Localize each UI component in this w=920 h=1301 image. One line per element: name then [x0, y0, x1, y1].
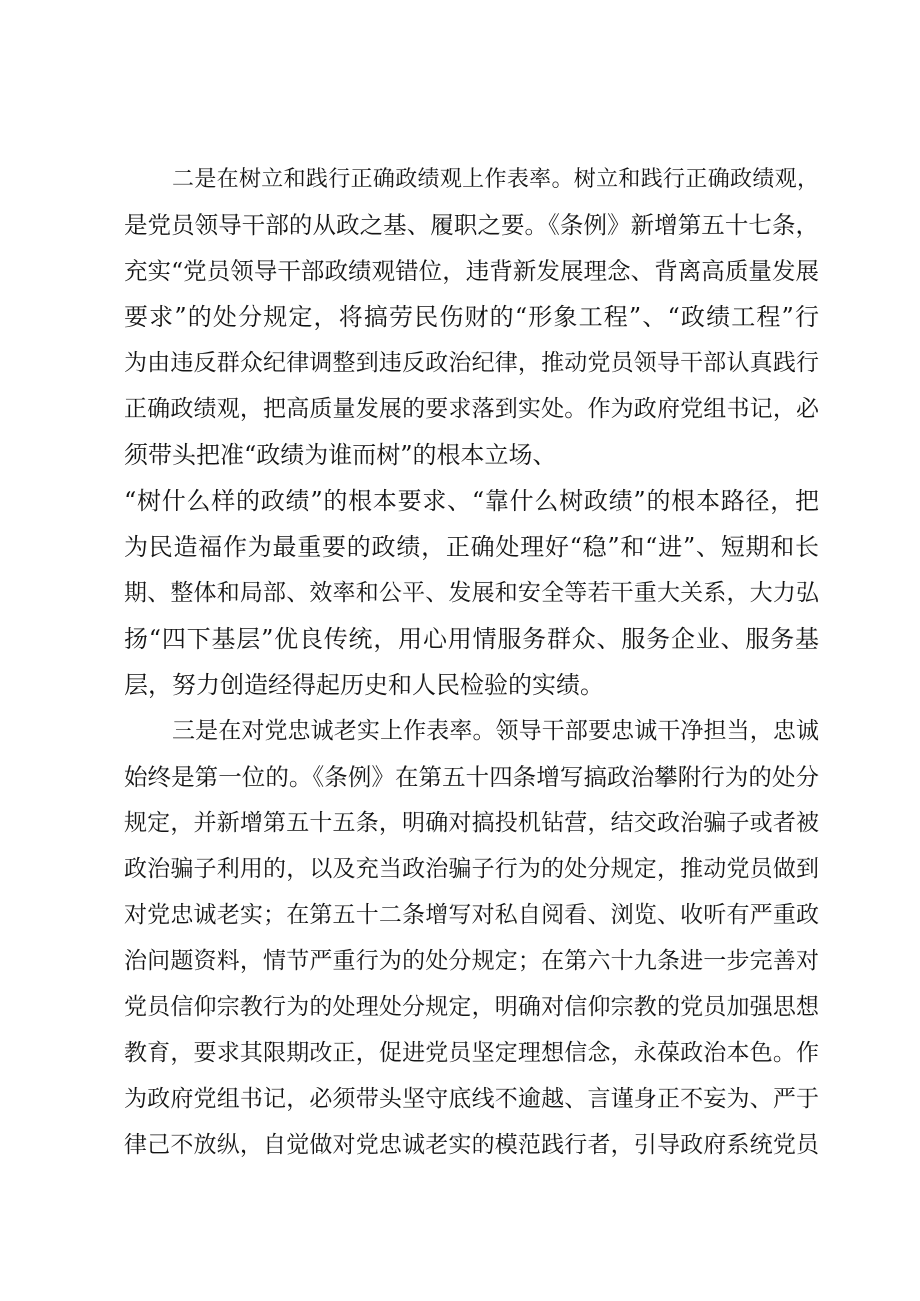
paragraph-1-line-2: 是党员领导干部的从政之基、履职之要。《条例》新增第五十七条， — [124, 211, 819, 239]
paragraph-1-line-6: 正确政绩观，把高质量发展的要求落到实处。作为政府党组书记，必 — [124, 396, 819, 422]
paragraph-2-line-7: 党员信仰宗教行为的处理处分规定，明确对信仰宗教的党员加强思想 — [124, 994, 819, 1020]
paragraph-1-line-7: 须带头把准“政绩为谁而树”的根本立场、 — [124, 441, 557, 469]
paragraph-2-line-10: 律己不放纵，自觉做对党忠诚老实的模范践行者，引导政府系统党员 — [124, 1132, 819, 1158]
paragraph-2-line-3: 规定，并新增第五十五条，明确对搞投机钻营，结交政治骗子或者被 — [124, 810, 819, 836]
paragraph-2-line-9: 为政府党组书记，必须带头坚守底线不逾越、言谨身正不妄为、严于 — [124, 1086, 819, 1112]
paragraph-1-line-5: 为由违反群众纪律调整到违反政治纪律，推动党员领导干部认真践行 — [124, 350, 819, 376]
paragraph-2-line-8: 教育，要求其限期改正，促进党员坚定理想信念，永葆政治本色。作 — [124, 1040, 819, 1066]
paragraph-1-line-3: 充实“党员领导干部政绩观错位，违背新发展理念、背离高质量发展 — [124, 257, 819, 285]
paragraph-1-line-9: 为民造福作为最重要的政绩，正确处理好“稳”和“进”、短期和长 — [124, 533, 819, 561]
paragraph-2-line-2: 始终是第一位的。《条例》在第五十四条增写搞政治攀附行为的处分 — [124, 763, 819, 791]
paragraph-1-line-1: 二是在树立和践行正确政绩观上作表率。树立和践行正确政绩观， — [172, 167, 819, 192]
paragraph-1-line-4: 要求”的处分规定，将搞劳民伤财的“形象工程”、“政绩工程”行 — [124, 303, 819, 331]
paragraph-1-line-8: “树什么样的政绩”的根本要求、“靠什么树政绩”的根本路径，把 — [124, 487, 819, 515]
paragraph-2-line-4: 政治骗子利用的，以及充当政治骗子行为的处分规定，推动党员做到 — [124, 856, 819, 882]
paragraph-1-line-12: 层，努力创造经得起历史和人民检验的实绩。 — [124, 671, 604, 699]
paragraph-2-line-5: 对党忠诚老实；在第五十二条增写对私自阅看、浏览、收听有严重政 — [124, 902, 819, 928]
paragraph-1-line-11: 扬“四下基层”优良传统，用心用情服务群众、服务企业、服务基 — [124, 625, 819, 653]
paragraph-2-line-1: 三是在对党忠诚老实上作表率。领导干部要忠诚干净担当，忠诚 — [172, 718, 819, 744]
paragraph-2-line-6: 治问题资料，情节严重行为的处分规定；在第六十九条进一步完善对 — [124, 948, 819, 974]
paragraph-1-line-10: 期、整体和局部、效率和公平、发展和安全等若干重大关系，大力弘 — [124, 580, 819, 606]
